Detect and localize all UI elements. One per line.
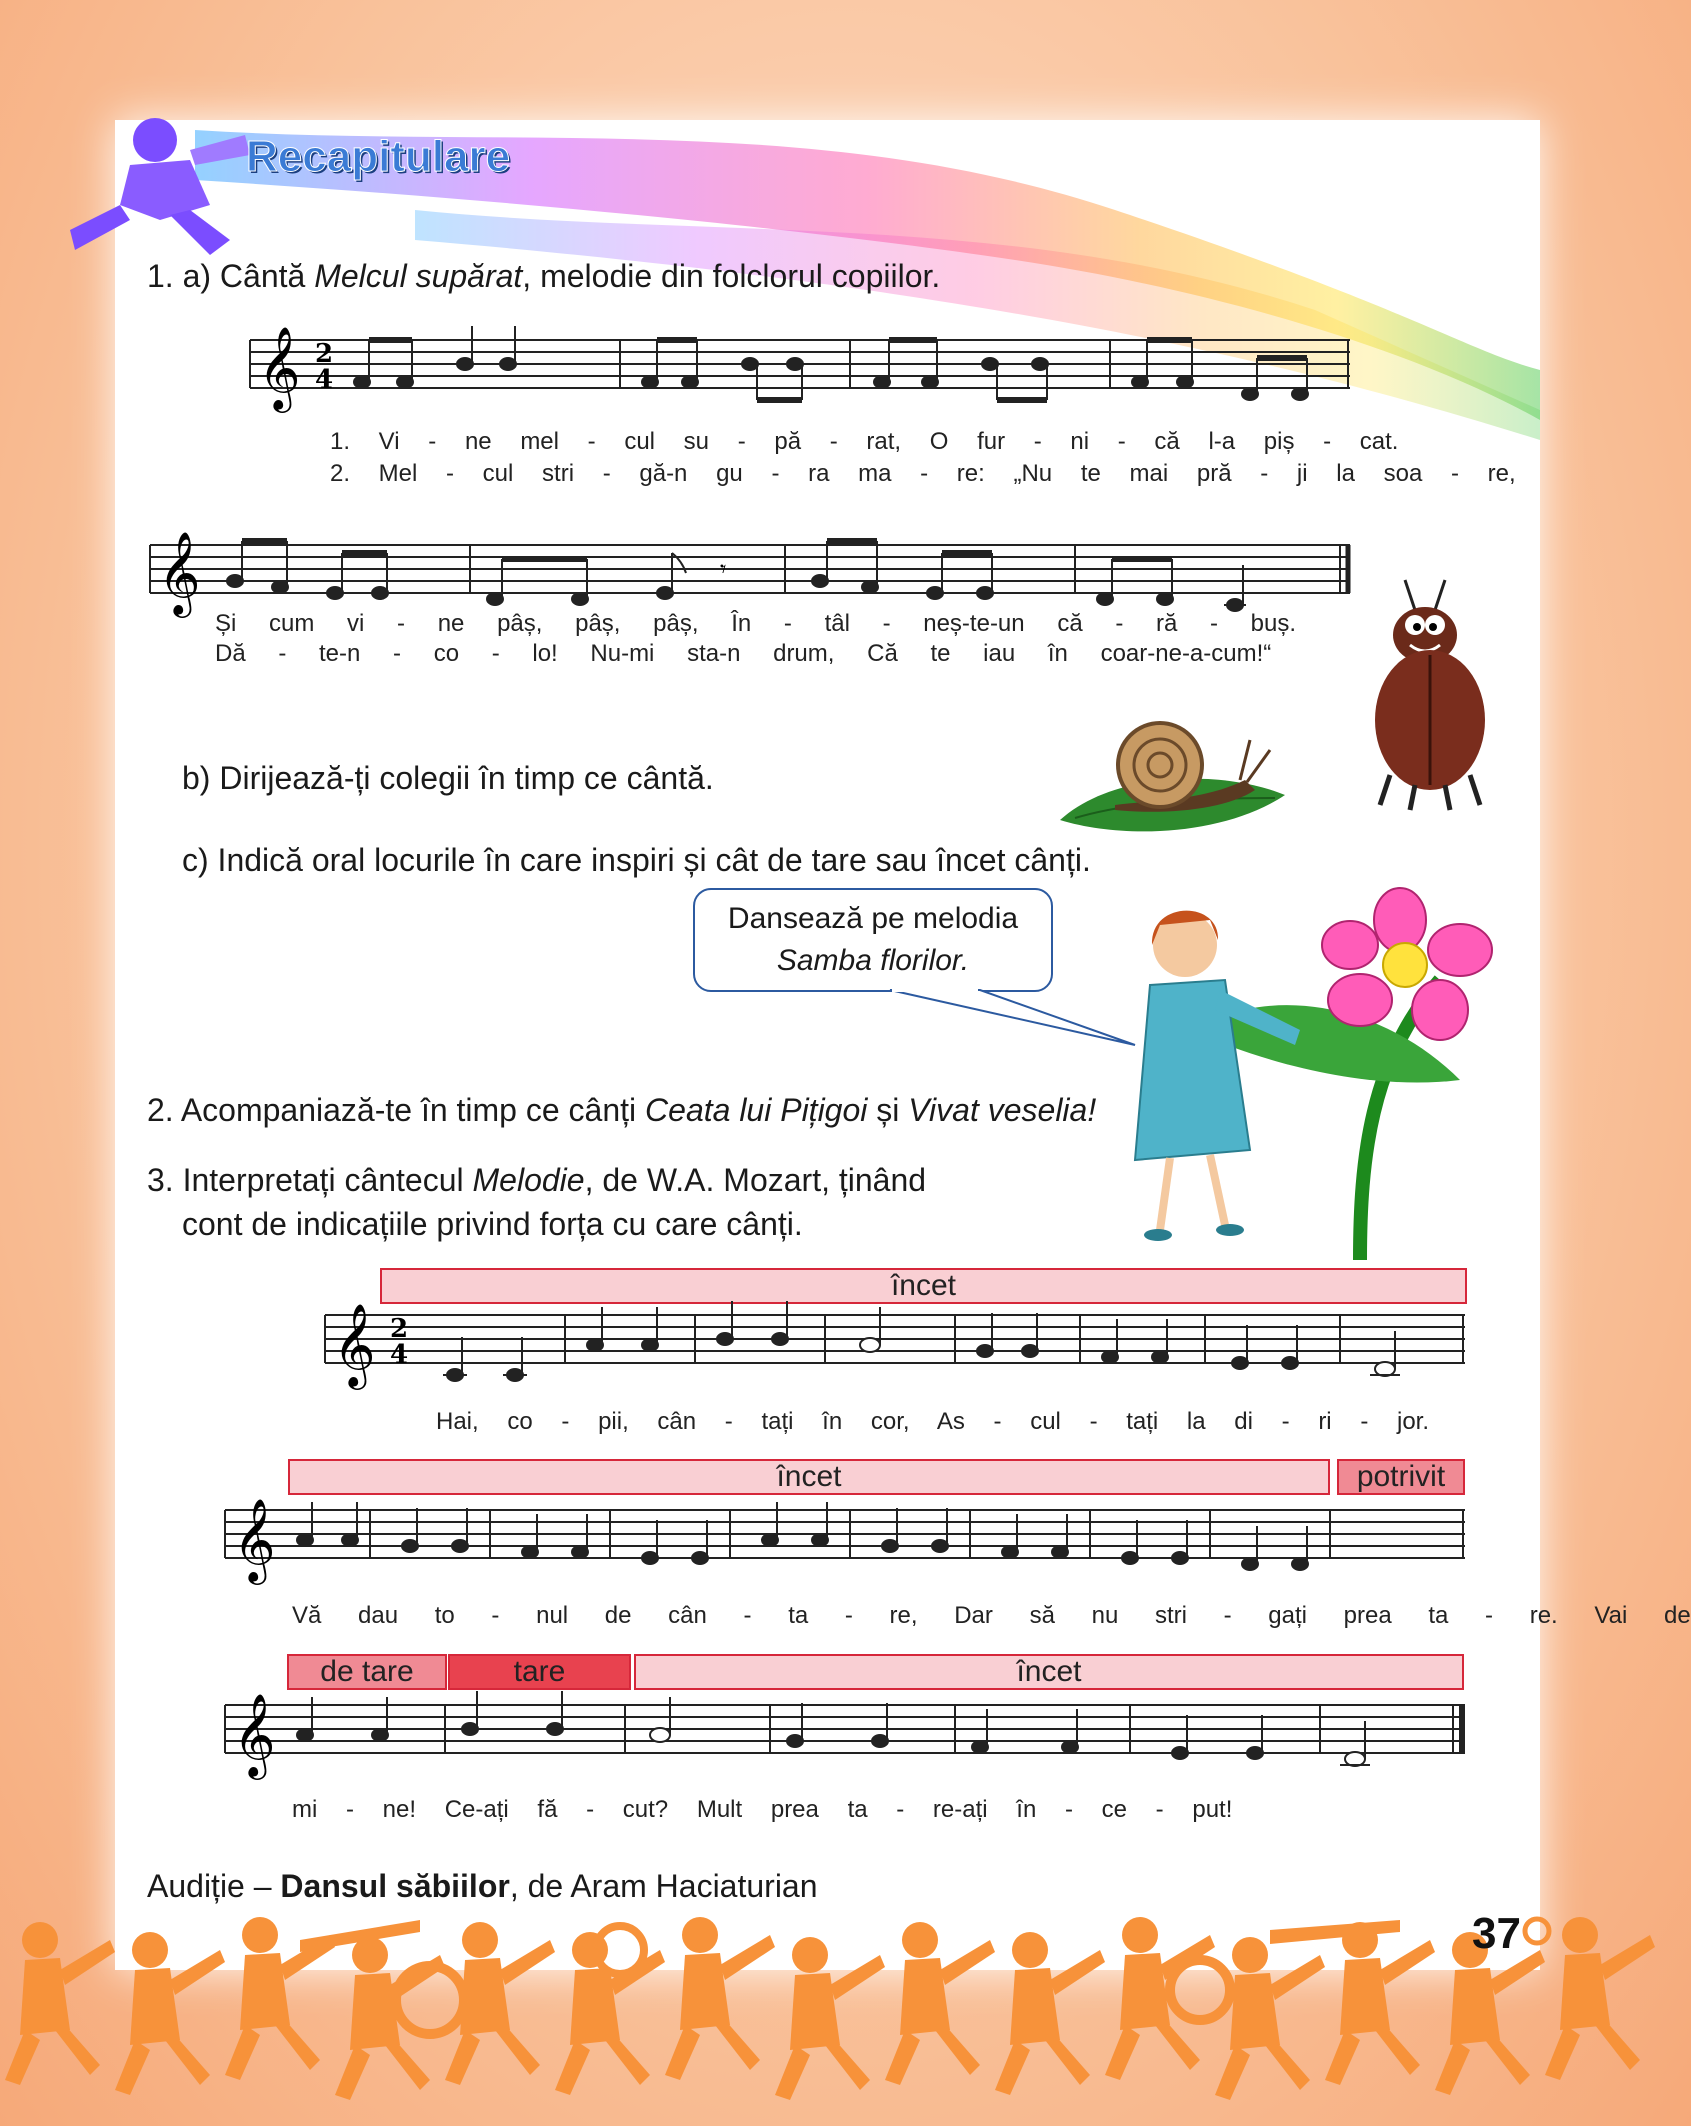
audition-line: Audiție – Dansul săbiilor, de Aram Haciaturian <box>147 1868 818 1904</box>
page-title: Recapitulare <box>246 132 511 181</box>
melcul-verse1-row2: Și cum vi - ne pâș, pâș, pâș, În - tâl - neș-te-un că - ră - buș. <box>215 610 1297 637</box>
svg-text:2: 2 <box>390 1314 409 1344</box>
melcul-staff-row-2 <box>150 530 1350 615</box>
beetle-illustration <box>1360 580 1500 810</box>
mozart-lyrics-row-1: Hai, co - pii, cân - tați în cor, As - cul - tați la di - ri - jor. <box>436 1408 1429 1435</box>
dynamics-label-de-tare: de tare <box>287 1654 447 1690</box>
melcul-verse2-row2: Dă - te-n - co - lo! Nu-mi sta-n drum, Că te iau în coar-ne-a-cum!“ <box>215 640 1272 667</box>
exercise-1c-instruction: c) Indică oral locurile în care inspiri și cât de tare sau încet cânți. <box>182 842 1091 878</box>
svg-text:𝄞: 𝄞 <box>233 1497 276 1581</box>
svg-text:4: 4 <box>315 365 334 395</box>
mozart-staff-row-3 <box>225 1692 1465 1785</box>
exercise-3-instruction-line-2: cont de indicațiile privind forța cu care cânți. <box>182 1206 803 1242</box>
svg-text:2: 2 <box>315 339 334 369</box>
speech-bubble-tail <box>890 990 1140 1050</box>
svg-text:𝄞: 𝄞 <box>158 530 201 614</box>
speech-bubble <box>693 888 1053 992</box>
dynamics-label-incet: încet <box>380 1268 1467 1304</box>
svg-text:4: 4 <box>390 1340 409 1370</box>
dynamics-label-incet-2: încet <box>288 1459 1330 1495</box>
bubble-line-2: Samba florilor. <box>776 944 970 977</box>
exercise-3-instruction-line-1: 3. Interpretați cântecul Melodie, de W.A. Mozart, ținând <box>147 1162 927 1198</box>
svg-text:𝄞: 𝄞 <box>333 1302 376 1386</box>
page-number-ring-icon <box>1520 1914 1554 1948</box>
exercise-1a-instruction: 1. a) Cântă Melcul supărat, melodie din folclorul copiilor. <box>147 258 941 294</box>
mozart-lyrics-row-2: Vă dau to - nul de cân - ta - re, Dar să nu stri - gați prea ta - re. Vai de <box>292 1602 1691 1629</box>
melcul-staff-row-1 <box>250 325 1350 410</box>
mozart-staff-row-1 <box>325 1302 1465 1395</box>
exercise-1b-instruction: b) Dirijează-ți colegii în timp ce cântă. <box>182 760 714 796</box>
dynamics-label-incet-3: încet <box>634 1654 1464 1690</box>
mozart-lyrics-row-3: mi - ne! Ce-ați fă - cut? Mult prea ta - re-ați în - ce - put! <box>292 1796 1233 1823</box>
svg-text:𝄾: 𝄾 <box>720 555 727 583</box>
melcul-verse1-row1: 1. Vi - ne mel - cul su - pă - rat, O fur - ni - că l-a piș - cat. <box>330 428 1399 455</box>
bubble-line-1: Dansează pe melodia <box>727 902 1019 935</box>
mozart-staff-row-2 <box>225 1497 1465 1590</box>
svg-text:𝄞: 𝄞 <box>258 325 301 409</box>
dynamics-label-potrivit: potrivit <box>1337 1459 1465 1495</box>
page-number: 37 <box>1472 1909 1521 1958</box>
dynamics-label-tare: tare <box>448 1654 631 1690</box>
svg-text:𝄞: 𝄞 <box>233 1692 276 1776</box>
trumpet-player-mascot-icon <box>60 110 260 260</box>
exercise-2-instruction: 2. Acompaniază-te în timp ce cânți Ceata lui Pițigoi și Vivat veselia! <box>147 1092 1097 1128</box>
snail-on-leaf-illustration <box>1055 710 1290 840</box>
melcul-verse2-row1: 2. Mel - cul stri - gă-n gu - ra ma - re: „Nu te mai pră - ji la soa - re, <box>330 460 1516 487</box>
marching-band-silhouettes-decoration <box>0 1880 1654 2126</box>
girl-dancing-with-flower-illustration <box>1130 900 1490 1270</box>
